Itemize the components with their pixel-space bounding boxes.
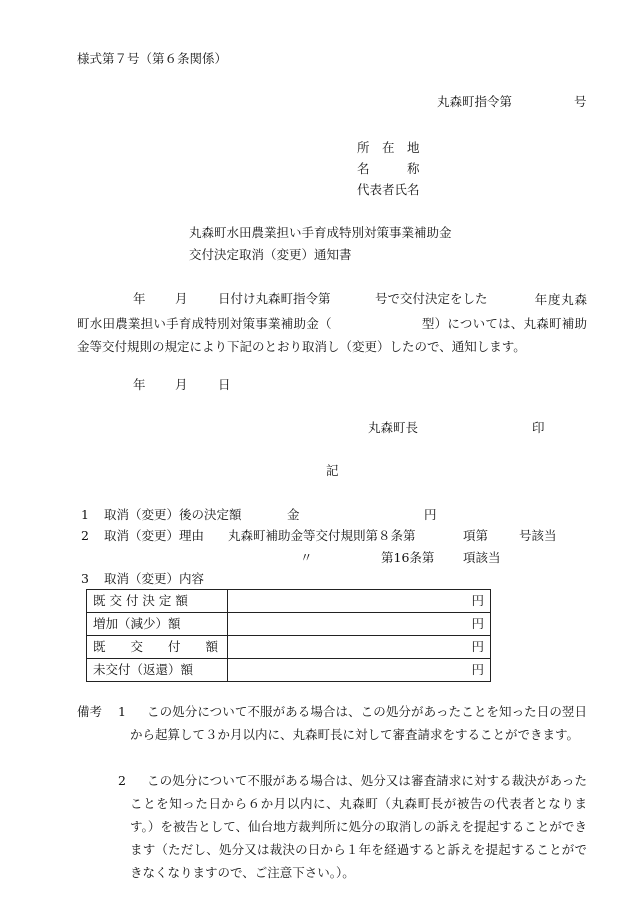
address-label: 所 在 地	[357, 140, 420, 155]
note1-number: 1	[118, 704, 126, 719]
row-label: 既 交 付 決 定 額	[87, 590, 228, 613]
note2-number: 2	[118, 773, 126, 788]
table-row	[87, 613, 491, 636]
row-label: 既 交 付 額	[87, 636, 228, 659]
body-day-ref: 日付け丸森町指令第	[218, 291, 331, 306]
title-line-1: 丸森町水田農業担い手育成特別対策事業補助金	[189, 225, 452, 240]
representative-label: 代表者氏名	[357, 182, 420, 197]
date-day: 日	[218, 377, 231, 392]
seal-mark: 印	[532, 420, 545, 435]
table-row	[87, 659, 491, 682]
row-label: 未交付（返還）額	[87, 659, 228, 682]
note1-text: この処分について不服がある場合は、この処分があったことを知った日の翌日から起算して３か月以内に、丸森町長に対して審査請求をすることができます。	[130, 704, 587, 742]
row-unit: 円	[228, 636, 491, 659]
doc-number-suffix: 号	[574, 94, 587, 109]
item1-yen: 円	[424, 507, 437, 522]
item3-number: 3	[81, 571, 89, 586]
item2-article16: 第16条第	[381, 550, 435, 565]
item1-kin: 金	[287, 507, 300, 522]
body-type-close: 型）については、丸森町補助金等交付規則の規定により下記のとおり取消し（変更）したので、通知します。	[77, 315, 587, 354]
ki-heading: 記	[326, 463, 339, 478]
date-month: 月	[175, 377, 188, 392]
item1-label: 取消（変更）後の決定額	[104, 507, 242, 522]
item2-rule: 丸森町補助金等交付規則第８条第	[228, 528, 416, 543]
item2-gou: 号該当	[519, 528, 557, 543]
name-label: 名 称	[357, 161, 420, 176]
body-year: 年	[133, 291, 146, 306]
note2-text: この処分について不服がある場合は、処分又は審査請求に対する裁決があったことを知った日から６か月以内に、丸森町（丸森町長が被告の代表者となります。）を被告として、仙台地方裁判所に処分の取消しの訴えを提起することができます（ただし、処分又は裁決の日から１年を経過すると訴えを提起することができなくなりますので、ご注意下さい。）。	[130, 773, 587, 880]
doc-number-prefix: 丸森町指令第	[437, 94, 513, 109]
notes-heading: 備考	[77, 704, 103, 719]
row-unit: 円	[228, 590, 491, 613]
table-row	[87, 590, 491, 613]
body-month: 月	[175, 291, 188, 306]
amount-table	[86, 589, 491, 682]
body-paragraph	[77, 288, 587, 359]
row-label: 増加（減少）額	[87, 613, 228, 636]
row-unit: 円	[228, 613, 491, 636]
item3-label: 取消（変更）内容	[104, 571, 205, 586]
item2-ditto: 〃	[300, 550, 313, 565]
body-issued: 号で交付決定をした	[375, 291, 488, 306]
issuer-mayor: 丸森町長	[368, 420, 419, 435]
title-line-2: 交付決定取消（変更）通知書	[189, 247, 352, 262]
item1-number: 1	[81, 507, 89, 522]
item2-number: 2	[81, 528, 89, 543]
body-fiscal: 年度丸森町水田農業担い手育成特別対策事業補助金（	[77, 292, 587, 331]
row-unit: 円	[228, 659, 491, 682]
form-number: 様式第７号（第６条関係）	[77, 51, 228, 66]
table-row	[87, 636, 491, 659]
item2-kou2: 項該当	[463, 550, 501, 565]
item2-label: 取消（変更）理由	[104, 528, 205, 543]
item2-kou: 項第	[463, 528, 489, 543]
date-year: 年	[133, 377, 146, 392]
